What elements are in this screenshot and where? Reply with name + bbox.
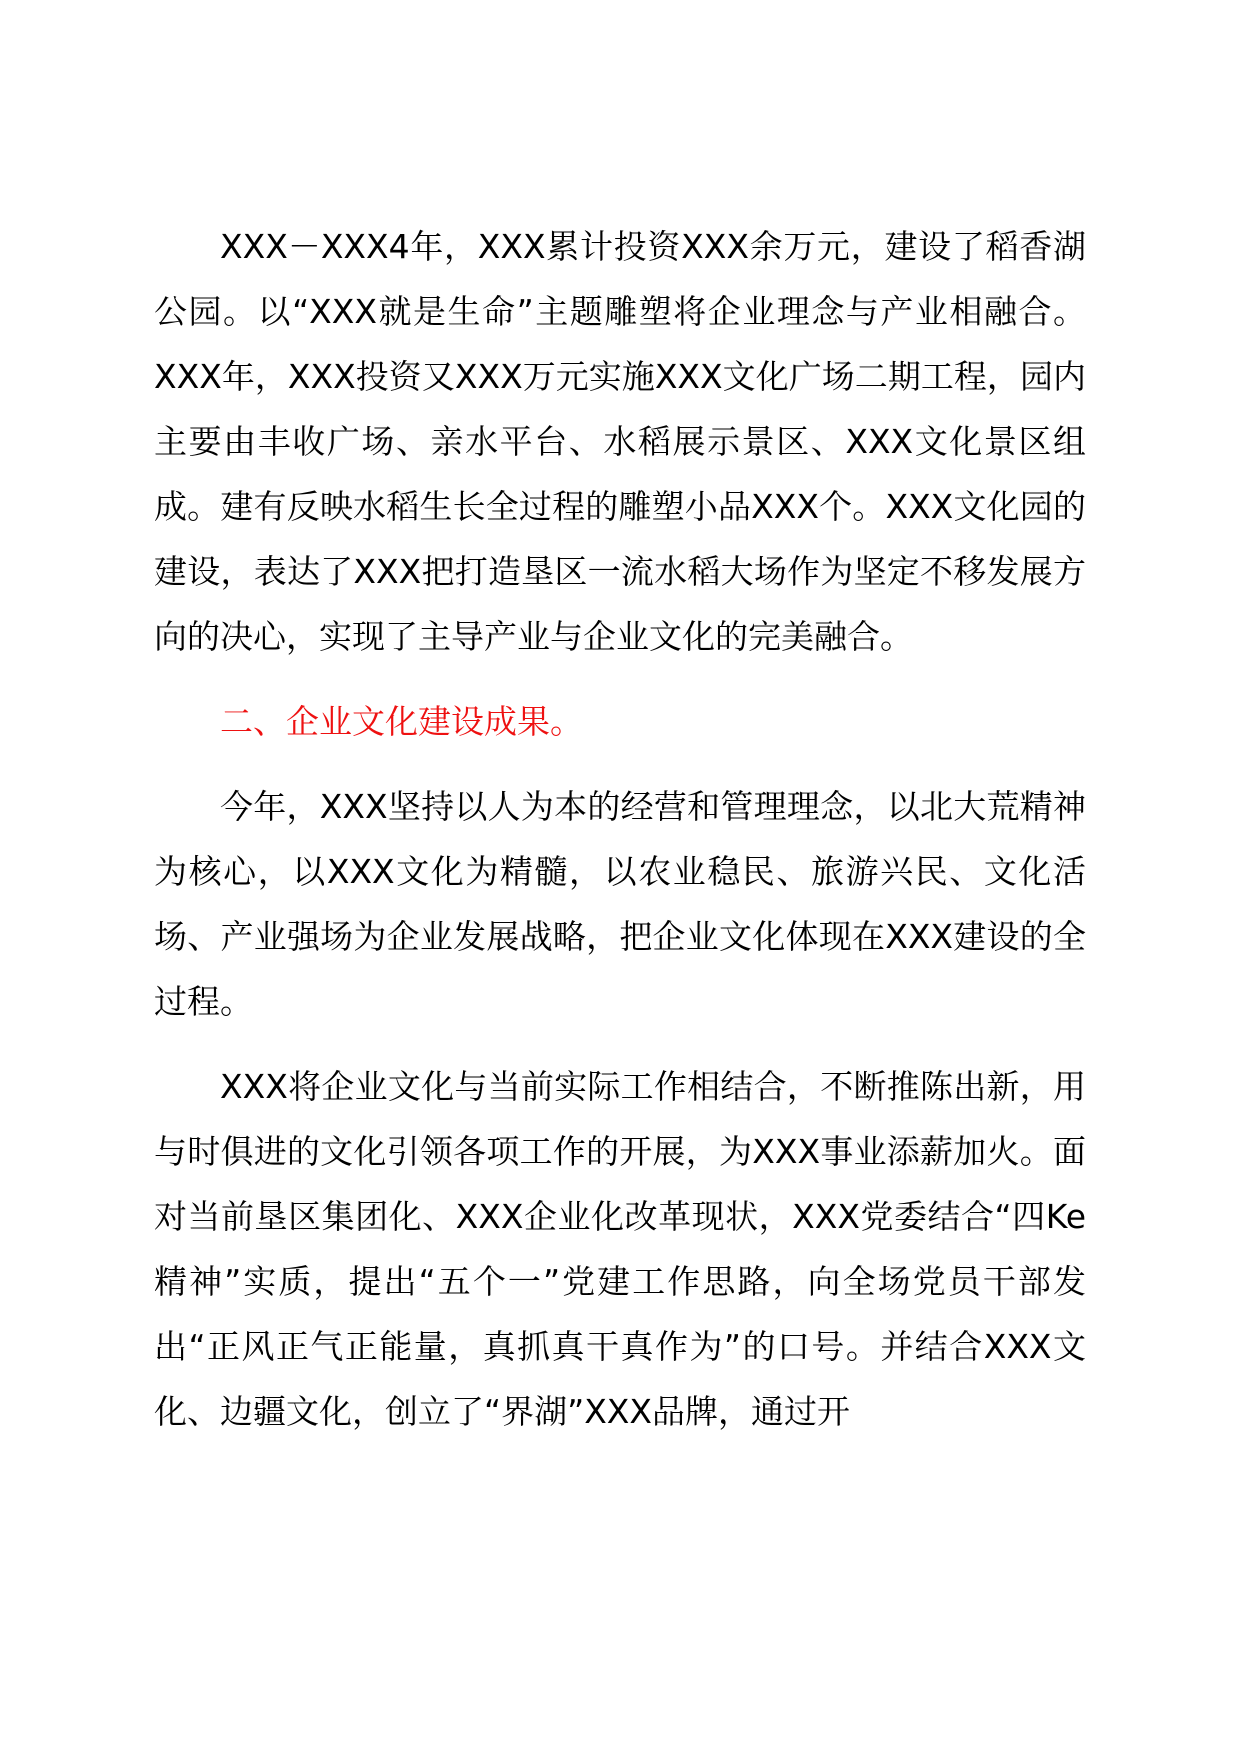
paragraph-management-philosophy: 今年，XXX坚持以人为本的经营和管理理念，以北大荒精神为核心，以XXX文化为精髓，以农业稳民、旅游兴民、文化活场、产业强场为企业发展战略，把企业文化体现在XXX建设的全过程。 [154,787,1086,1021]
document-body [154,214,1086,1464]
paragraph-culture-practice: XXX将企业文化与当前实际工作相结合，不断推陈出新，用与时俱进的文化引领各项工作的开展，为XXX事业添薪加火。面对当前垦区集团化、XXX企业化改革现状，XXX党委结合“四Ke精神”实质，提出“五个一”党建工作思路，向全场党员干部发出“正风正气正能量，真抓真干真作为”的口号。并结合XXX文化、边疆文化，创立了“界湖”XXX品牌，通过开 [154,1067,1086,1431]
paragraph-park-construction: XXX－XXX4年，XXX累计投资XXX余万元，建设了稻香湖公园。以“XXX就是生命”主题雕塑将企业理念与产业相融合。XXX年，XXX投资又XXX万元实施XXX文化广场二期工程，园内主要由丰收广场、亲水平台、水稻展示景区、XXX文化景区组成。建有反映水稻生长全过程的雕塑小品XXX个。XXX文化园的建设，表达了XXX把打造垦区一流水稻大场作为坚定不移发展方向的决心，实现了主导产业与企业文化的完美融合。 [154,227,1086,656]
section-heading: 二、企业文化建设成果。 [220,702,583,741]
